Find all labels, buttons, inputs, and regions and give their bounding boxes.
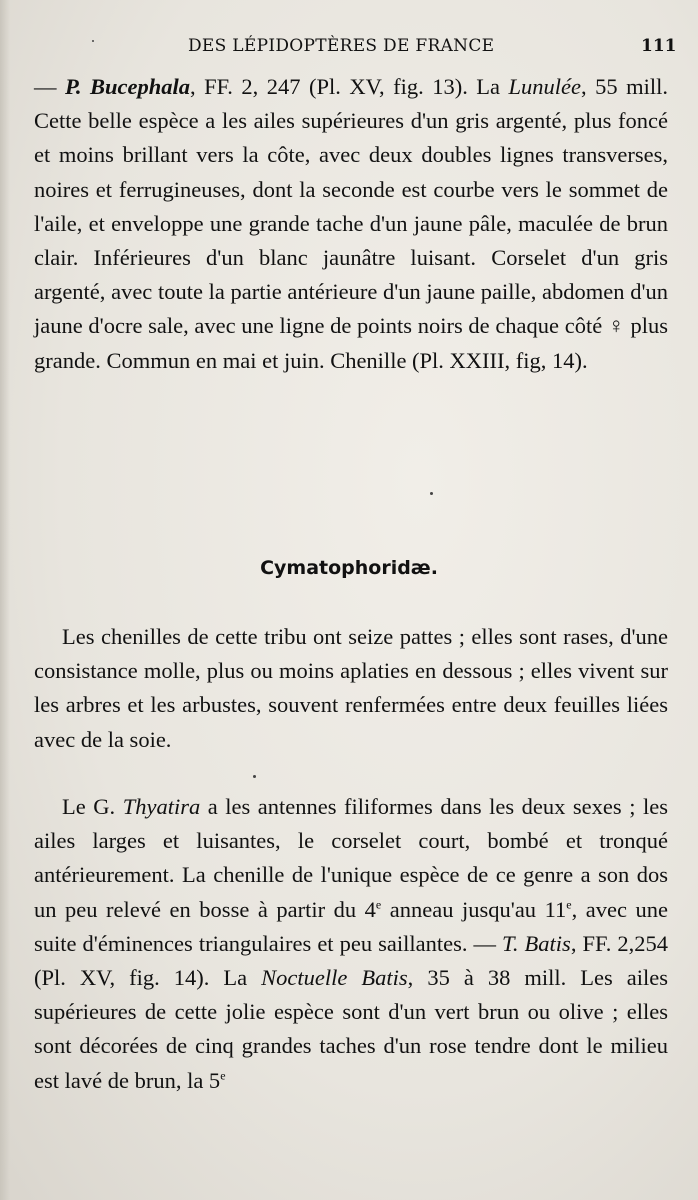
genus-name: Thyatira [122, 794, 201, 819]
em-dash: — [34, 74, 65, 99]
running-title: DES LÉPIDOPTÈRES DE FRANCE [188, 36, 495, 56]
reference: , FF. 2,254 (Pl. XV, fig. 14). La [34, 930, 668, 991]
species-description: , 35 à 38 mill. Les ailes supérieures de cette jolie espèce sont d'un vert brun ou olive ; elles sont décorées de cinq grandes taches d'un rose tendre dont le milieu est lavé de brun, la 5 [34, 965, 668, 1093]
genus-description: a les antennes filiformes dans les deux sexes ; les ailes larges et luisantes, le corselet court, bombé et tronqué antérieurement. La chenille de l'unique espèce de ce genre a son dos un peu relevé en bosse à partir du 4 [34, 794, 668, 922]
superscript: e [220, 1068, 226, 1083]
paragraph-bucephala [34, 70, 668, 378]
species-name: P. Bucephala [65, 74, 190, 99]
section-heading: Cymatophoridæ. [260, 557, 438, 579]
superscript: e [375, 897, 382, 912]
genus-intro: Le G. [62, 794, 123, 819]
page-number: 111 [641, 36, 677, 56]
common-name: Lunulée [508, 74, 582, 99]
print-speck [253, 775, 256, 778]
paragraph-tribe: Les chenilles de cette tribu ont seize pattes ; elles sont rases, d'une consistance molle, plus ou moins aplaties en dessous ; elles vivent sur les arbres et les arbustes, souvent renfermées entre deux feuilles liées avec de la soie. [34, 624, 668, 752]
print-speck [430, 492, 433, 495]
running-header [0, 34, 698, 62]
description: , 55 mill. Cette belle espèce a les ailes supérieures d'un gris argenté, plus foncé et moins brillant vers la côte, avec deux doubles lignes transverses, noires et ferrugineuses, dont la seconde est courbe vers le sommet de l'aile, et enveloppe une grande tache d'un jaune pâle, maculée de brun clair. Inférieures d'un blanc jaunâtre luisant. Corselet d'un gris argenté, avec toute la partie antérieure d'un jaune paille, abdomen d'un jaune d'ocre sale, avec une ligne de points noirs de chaque côté ♀ plus grande. Commun en mai et juin. Chenille (Pl. XXIII, fig, 14). [34, 74, 669, 373]
paragraph-thyatira [34, 790, 668, 1098]
page-edge-shadow [0, 0, 10, 1200]
common-name: Noctuelle Batis [261, 965, 408, 991]
superscript: e [566, 897, 572, 912]
species-name: T. Batis [502, 930, 571, 956]
genus-description: , avec une suite d'éminences triangulaires et peu saillantes. — [34, 896, 668, 956]
reference: , FF. 2, 247 (Pl. XV, fig. 13). La [189, 74, 509, 99]
genus-description: anneau jusqu'au 11 [381, 896, 567, 922]
